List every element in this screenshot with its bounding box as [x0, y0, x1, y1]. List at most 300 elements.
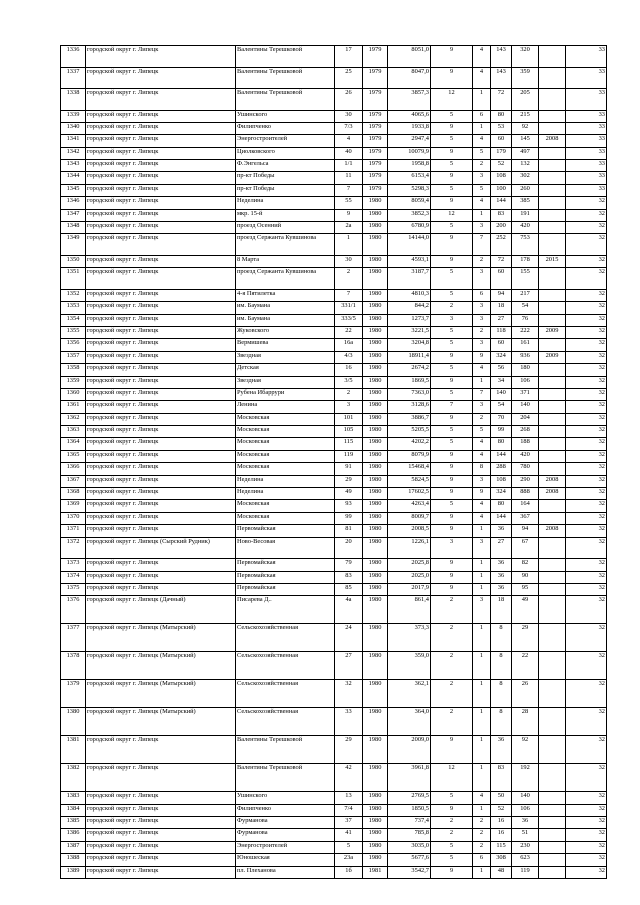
apartments-cell: 54 [491, 401, 512, 413]
area-sqm-cell: 4810,3 [388, 289, 431, 301]
group-cell: 32 [566, 326, 607, 338]
group-cell: 32 [566, 596, 607, 624]
year-cell: 1980 [363, 652, 388, 680]
house-number-cell: 79 [335, 559, 363, 571]
entrances-cell: 3 [473, 596, 491, 624]
year-cell: 1980 [363, 571, 388, 583]
apartments-cell: 8 [491, 708, 512, 736]
apartments-cell: 60 [491, 135, 512, 147]
house-number-cell: 55 [335, 197, 363, 209]
row-number: 1350 [61, 255, 86, 267]
area-sqm-cell: 1958,8 [388, 160, 431, 172]
street-cell: Рубена Ибаррури [236, 388, 335, 400]
year-cell: 1979 [363, 122, 388, 134]
table-row [61, 583, 607, 595]
group-cell: 32 [566, 234, 607, 256]
table-row [61, 401, 607, 413]
floors-cell: 5 [431, 339, 473, 351]
entrances-cell: 4 [473, 512, 491, 524]
house-number-cell: 4а [335, 596, 363, 624]
row-number: 1358 [61, 364, 86, 376]
street-cell: Сельскохозяйственная [236, 680, 335, 708]
entrances-cell: 3 [473, 401, 491, 413]
repair-year-cell: 2009 [539, 326, 566, 338]
street-cell: Сельскохозяйственная [236, 708, 335, 736]
group-cell: 32 [566, 512, 607, 524]
house-number-cell: 2 [335, 268, 363, 290]
entrances-cell: 8 [473, 463, 491, 475]
area-sqm-cell: 8047,0 [388, 67, 431, 89]
repair-year-cell [539, 764, 566, 792]
floors-cell: 9 [431, 234, 473, 256]
floors-cell: 9 [431, 351, 473, 363]
entrances-cell: 2 [473, 413, 491, 425]
year-cell: 1980 [363, 268, 388, 290]
apartments-cell: 83 [491, 764, 512, 792]
row-number: 1373 [61, 559, 86, 571]
floors-cell: 5 [431, 289, 473, 301]
repair-year-cell [539, 122, 566, 134]
floors-cell: 2 [431, 624, 473, 652]
residents-cell: 155 [512, 268, 539, 290]
area-cell: городской округ г. Липецк [86, 764, 236, 792]
table-body [61, 46, 607, 879]
year-cell: 1980 [363, 829, 388, 841]
floors-cell: 9 [431, 583, 473, 595]
repair-year-cell [539, 197, 566, 209]
entrances-cell: 1 [473, 680, 491, 708]
residents-cell: 420 [512, 450, 539, 462]
group-cell: 32 [566, 413, 607, 425]
residents-cell: 180 [512, 364, 539, 376]
apartments-cell: 8 [491, 624, 512, 652]
area-cell: городской округ г. Липецк [86, 351, 236, 363]
floors-cell: 9 [431, 463, 473, 475]
residents-cell: 192 [512, 764, 539, 792]
entrances-cell: 3 [473, 537, 491, 559]
table-row [61, 829, 607, 841]
floors-cell: 2 [431, 817, 473, 829]
house-number-cell: 27 [335, 652, 363, 680]
residents-cell: 290 [512, 475, 539, 487]
residents-cell: 188 [512, 438, 539, 450]
street-cell: пр-кт Победы [236, 184, 335, 196]
entrances-cell: 6 [473, 110, 491, 122]
entrances-cell: 7 [473, 234, 491, 256]
repair-year-cell: 2008 [539, 135, 566, 147]
row-number: 1340 [61, 122, 86, 134]
apartments-cell: 34 [491, 376, 512, 388]
house-number-cell: 105 [335, 426, 363, 438]
entrances-cell: 3 [473, 172, 491, 184]
house-number-cell: 33 [335, 708, 363, 736]
group-cell: 32 [566, 708, 607, 736]
year-cell: 1980 [363, 583, 388, 595]
area-sqm-cell: 7363,0 [388, 388, 431, 400]
street-cell: Звездная [236, 376, 335, 388]
house-number-cell: 119 [335, 450, 363, 462]
row-number: 1389 [61, 866, 86, 878]
area-cell: городской округ г. Липецк [86, 135, 236, 147]
table-row [61, 596, 607, 624]
repair-year-cell [539, 583, 566, 595]
area-sqm-cell: 3961,8 [388, 764, 431, 792]
row-number: 1388 [61, 854, 86, 866]
group-cell: 32 [566, 829, 607, 841]
row-number: 1345 [61, 184, 86, 196]
table-row [61, 680, 607, 708]
residents-cell: 54 [512, 302, 539, 314]
area-sqm-cell: 1273,7 [388, 314, 431, 326]
house-number-cell: 30 [335, 110, 363, 122]
floors-cell: 5 [431, 426, 473, 438]
house-number-cell: 13 [335, 792, 363, 804]
floors-cell: 9 [431, 172, 473, 184]
apartments-cell: 8 [491, 680, 512, 708]
repair-year-cell [539, 866, 566, 878]
year-cell: 1980 [363, 209, 388, 221]
apartments-cell: 52 [491, 160, 512, 172]
floors-cell: 9 [431, 413, 473, 425]
area-cell: городской округ г. Липецк [86, 512, 236, 524]
repair-year-cell [539, 364, 566, 376]
area-sqm-cell: 4202,2 [388, 438, 431, 450]
group-cell: 33 [566, 184, 607, 196]
table-row [61, 89, 607, 111]
entrances-cell: 3 [473, 339, 491, 351]
area-cell: городской округ г. Липецк [86, 314, 236, 326]
area-sqm-cell: 6153,4 [388, 172, 431, 184]
repair-year-cell: 2015 [539, 255, 566, 267]
year-cell: 1979 [363, 89, 388, 111]
group-cell: 32 [566, 500, 607, 512]
street-cell: Ново-Весовая [236, 537, 335, 559]
year-cell: 1980 [363, 376, 388, 388]
street-cell: им. Баумана [236, 314, 335, 326]
floors-cell: 12 [431, 764, 473, 792]
street-cell: Звездная [236, 351, 335, 363]
house-number-cell: 85 [335, 583, 363, 595]
residents-cell: 302 [512, 172, 539, 184]
row-number: 1363 [61, 426, 86, 438]
entrances-cell: 1 [473, 525, 491, 537]
repair-year-cell [539, 817, 566, 829]
entrances-cell: 4 [473, 197, 491, 209]
area-sqm-cell: 5824,5 [388, 475, 431, 487]
street-cell: Детская [236, 364, 335, 376]
group-cell: 32 [566, 450, 607, 462]
floors-cell: 5 [431, 500, 473, 512]
row-number: 1336 [61, 46, 86, 68]
residents-cell: 92 [512, 736, 539, 764]
repair-year-cell [539, 708, 566, 736]
floors-cell: 5 [431, 222, 473, 234]
apartments-cell: 115 [491, 841, 512, 853]
area-sqm-cell: 3187,7 [388, 268, 431, 290]
area-sqm-cell: 8051,0 [388, 46, 431, 68]
group-cell: 33 [566, 46, 607, 68]
table-row [61, 559, 607, 571]
street-cell: пл. Плеханова [236, 866, 335, 878]
apartments-cell: 70 [491, 413, 512, 425]
floors-cell: 9 [431, 559, 473, 571]
repair-year-cell [539, 596, 566, 624]
street-cell: Фурманова [236, 817, 335, 829]
street-cell: Московская [236, 413, 335, 425]
group-cell: 32 [566, 680, 607, 708]
residents-cell: 230 [512, 841, 539, 853]
area-cell: городской округ г. Липецк [86, 401, 236, 413]
row-number: 1357 [61, 351, 86, 363]
entrances-cell: 3 [473, 475, 491, 487]
area-sqm-cell: 362,1 [388, 680, 431, 708]
year-cell: 1979 [363, 67, 388, 89]
residents-cell: 164 [512, 500, 539, 512]
row-number: 1359 [61, 376, 86, 388]
area-cell: городской округ г. Липецк (Матырский) [86, 708, 236, 736]
apartments-cell: 324 [491, 488, 512, 500]
table-row [61, 160, 607, 172]
table-row [61, 652, 607, 680]
group-cell: 32 [566, 463, 607, 475]
group-cell: 33 [566, 160, 607, 172]
entrances-cell: 2 [473, 817, 491, 829]
repair-year-cell [539, 792, 566, 804]
area-sqm-cell: 18911,4 [388, 351, 431, 363]
street-cell: Валентины Терешковой [236, 764, 335, 792]
row-number: 1347 [61, 209, 86, 221]
area-sqm-cell: 10079,9 [388, 147, 431, 159]
group-cell: 32 [566, 792, 607, 804]
area-sqm-cell: 14144,0 [388, 234, 431, 256]
table-row [61, 388, 607, 400]
area-sqm-cell: 5205,5 [388, 426, 431, 438]
area-sqm-cell: 2008,5 [388, 525, 431, 537]
entrances-cell: 4 [473, 438, 491, 450]
street-cell: Валентины Терешковой [236, 67, 335, 89]
apartments-cell: 72 [491, 255, 512, 267]
house-number-cell: 16 [335, 364, 363, 376]
entrances-cell: 5 [473, 426, 491, 438]
area-sqm-cell: 785,8 [388, 829, 431, 841]
year-cell: 1980 [363, 792, 388, 804]
entrances-cell: 2 [473, 841, 491, 853]
group-cell: 32 [566, 475, 607, 487]
house-number-cell: 41 [335, 829, 363, 841]
street-cell: Циолковского [236, 147, 335, 159]
residents-cell: 49 [512, 596, 539, 624]
year-cell: 1979 [363, 110, 388, 122]
group-cell: 32 [566, 525, 607, 537]
area-sqm-cell: 17602,5 [388, 488, 431, 500]
table-row [61, 426, 607, 438]
row-number: 1378 [61, 652, 86, 680]
row-number: 1375 [61, 583, 86, 595]
table-row [61, 255, 607, 267]
group-cell: 32 [566, 339, 607, 351]
apartments-cell: 36 [491, 525, 512, 537]
repair-year-cell [539, 289, 566, 301]
area-cell: городской округ г. Липецк [86, 388, 236, 400]
street-cell: проезд Сержанта Кувшинова [236, 234, 335, 256]
entrances-cell: 3 [473, 314, 491, 326]
area-cell: городской округ г. Липецк [86, 792, 236, 804]
area-sqm-cell: 1850,5 [388, 804, 431, 816]
house-number-cell: 4/3 [335, 351, 363, 363]
year-cell: 1979 [363, 172, 388, 184]
residents-cell: 191 [512, 209, 539, 221]
area-sqm-cell: 2017,9 [388, 583, 431, 595]
street-cell: 4-я Пятилетка [236, 289, 335, 301]
row-number: 1338 [61, 89, 86, 111]
repair-year-cell [539, 450, 566, 462]
floors-cell: 9 [431, 512, 473, 524]
table-row [61, 512, 607, 524]
house-number-cell: 5 [335, 841, 363, 853]
row-number: 1387 [61, 841, 86, 853]
residents-cell: 67 [512, 537, 539, 559]
year-cell: 1980 [363, 438, 388, 450]
row-number: 1360 [61, 388, 86, 400]
floors-cell: 5 [431, 110, 473, 122]
residents-cell: 888 [512, 488, 539, 500]
floors-cell: 3 [431, 537, 473, 559]
table-row [61, 866, 607, 878]
street-cell: Валентины Терешковой [236, 736, 335, 764]
floors-cell: 9 [431, 571, 473, 583]
year-cell: 1980 [363, 413, 388, 425]
street-cell: Юношеская [236, 854, 335, 866]
table-row [61, 525, 607, 537]
area-cell: городской округ г. Липецк [86, 866, 236, 878]
floors-cell: 9 [431, 122, 473, 134]
entrances-cell: 1 [473, 708, 491, 736]
residents-cell: 119 [512, 866, 539, 878]
street-cell: Ушинского [236, 792, 335, 804]
repair-year-cell [539, 413, 566, 425]
area-sqm-cell: 1869,5 [388, 376, 431, 388]
apartments-cell: 288 [491, 463, 512, 475]
entrances-cell: 5 [473, 147, 491, 159]
floors-cell: 9 [431, 866, 473, 878]
year-cell: 1980 [363, 351, 388, 363]
area-sqm-cell: 8079,9 [388, 450, 431, 462]
apartments-cell: 108 [491, 172, 512, 184]
area-cell: городской округ г. Липецк [86, 804, 236, 816]
house-number-cell: 81 [335, 525, 363, 537]
entrances-cell: 7 [473, 388, 491, 400]
group-cell: 32 [566, 624, 607, 652]
repair-year-cell [539, 172, 566, 184]
year-cell: 1980 [363, 450, 388, 462]
apartments-cell: 80 [491, 438, 512, 450]
table-row [61, 463, 607, 475]
street-cell: им. Баумана [236, 302, 335, 314]
area-cell: городской округ г. Липецк [86, 46, 236, 68]
house-number-cell: 24 [335, 624, 363, 652]
group-cell: 32 [566, 854, 607, 866]
floors-cell: 9 [431, 46, 473, 68]
table-row [61, 289, 607, 301]
area-cell: городской округ г. Липецк (Дачный) [86, 596, 236, 624]
table-row [61, 804, 607, 816]
group-cell: 32 [566, 302, 607, 314]
house-number-cell: 7/3 [335, 122, 363, 134]
area-cell: городской округ г. Липецк [86, 463, 236, 475]
year-cell: 1980 [363, 401, 388, 413]
residents-cell: 420 [512, 222, 539, 234]
row-number: 1339 [61, 110, 86, 122]
floors-cell: 9 [431, 525, 473, 537]
area-cell: городской округ г. Липецк [86, 326, 236, 338]
row-number: 1368 [61, 488, 86, 500]
entrances-cell: 1 [473, 209, 491, 221]
residents-cell: 753 [512, 234, 539, 256]
area-cell: городской округ г. Липецк (Сырский Рудник) [86, 537, 236, 559]
year-cell: 1980 [363, 804, 388, 816]
row-number: 1343 [61, 160, 86, 172]
year-cell: 1980 [363, 234, 388, 256]
apartments-cell: 144 [491, 450, 512, 462]
repair-year-cell [539, 184, 566, 196]
residents-cell: 51 [512, 829, 539, 841]
row-number: 1380 [61, 708, 86, 736]
house-number-cell: 9 [335, 209, 363, 221]
table-row [61, 339, 607, 351]
apartments-cell: 16 [491, 817, 512, 829]
row-number: 1367 [61, 475, 86, 487]
repair-year-cell [539, 302, 566, 314]
street-cell: Московская [236, 463, 335, 475]
table-row [61, 197, 607, 209]
repair-year-cell [539, 652, 566, 680]
group-cell: 32 [566, 268, 607, 290]
group-cell: 33 [566, 135, 607, 147]
table-row [61, 222, 607, 234]
house-number-cell: 29 [335, 736, 363, 764]
table-row [61, 537, 607, 559]
repair-year-cell [539, 314, 566, 326]
table-row [61, 450, 607, 462]
year-cell: 1980 [363, 512, 388, 524]
apartments-cell: 80 [491, 110, 512, 122]
table-row [61, 475, 607, 487]
year-cell: 1980 [363, 559, 388, 571]
row-number: 1385 [61, 817, 86, 829]
row-number: 1384 [61, 804, 86, 816]
floors-cell: 2 [431, 652, 473, 680]
row-number: 1341 [61, 135, 86, 147]
housing-table [60, 45, 607, 879]
street-cell: Московская [236, 426, 335, 438]
apartments-cell: 324 [491, 351, 512, 363]
entrances-cell: 4 [473, 67, 491, 89]
street-cell: Сельскохозяйственная [236, 624, 335, 652]
area-sqm-cell: 737,4 [388, 817, 431, 829]
floors-cell: 9 [431, 376, 473, 388]
entrances-cell: 6 [473, 289, 491, 301]
area-cell: городской округ г. Липецк [86, 209, 236, 221]
row-number: 1342 [61, 147, 86, 159]
repair-year-cell [539, 89, 566, 111]
house-number-cell: 7/4 [335, 804, 363, 816]
area-cell: городской округ г. Липецк [86, 571, 236, 583]
repair-year-cell [539, 624, 566, 652]
entrances-cell: 3 [473, 222, 491, 234]
year-cell: 1980 [363, 500, 388, 512]
residents-cell: 140 [512, 401, 539, 413]
area-cell: городской округ г. Липецк [86, 559, 236, 571]
